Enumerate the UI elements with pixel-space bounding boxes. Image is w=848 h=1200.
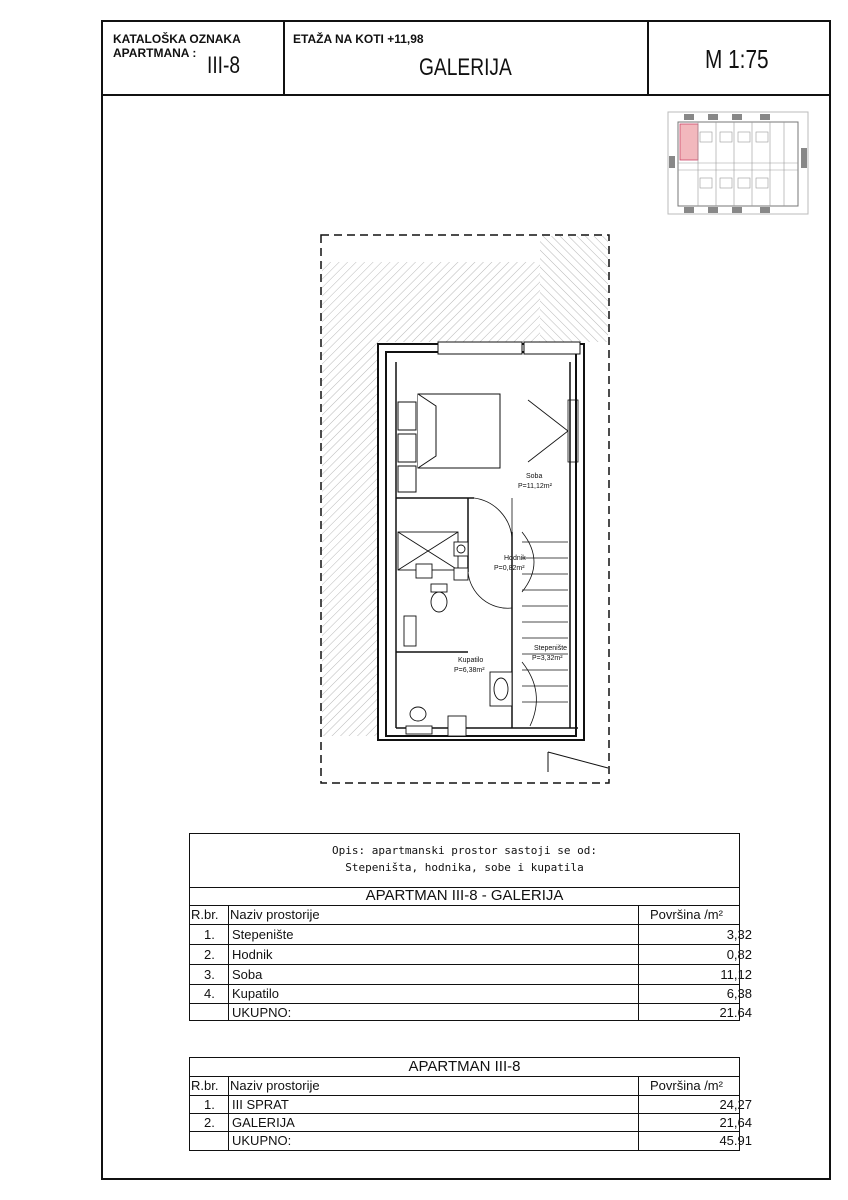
- table-row-no: 1.: [204, 1097, 215, 1112]
- room-area-soba: P=11,12m²: [518, 483, 552, 490]
- table-row-name: III SPRAT: [232, 1097, 289, 1112]
- table1-total-label: UKUPNO:: [232, 1005, 292, 1020]
- room-area-kupatilo: P=6,38m²: [454, 667, 485, 674]
- description-line-1: Opis: apartmanski prostor sastoji se od:: [332, 844, 597, 857]
- table1-col-area: Površina /m²: [650, 907, 723, 922]
- table2-total-value: 45.91: [719, 1133, 752, 1148]
- room-name-kupatilo: Kupatilo: [458, 657, 484, 664]
- table-row-name: GALERIJA: [232, 1115, 295, 1130]
- roof-hatch-right: [540, 236, 608, 342]
- table-row-no: 2.: [204, 947, 215, 962]
- floor-cell: [285, 22, 649, 94]
- table-row-no: 4.: [204, 986, 215, 1001]
- table1-title: APARTMAN III-8 - GALERIJA: [365, 887, 564, 904]
- room-area-stepeniste: P=3,32m²: [532, 655, 563, 662]
- table-row-name: Stepenište: [232, 927, 294, 942]
- table2-title: APARTMAN III-8: [408, 1058, 521, 1075]
- scale-value: M 1:75: [705, 44, 769, 74]
- title-block: [103, 22, 829, 96]
- table1-col-no: R.br.: [191, 907, 219, 922]
- room-name-hodnik: Hodnik: [504, 555, 526, 562]
- table1-col-name: Naziv prostorije: [230, 907, 320, 922]
- floor-name: GALERIJA: [419, 54, 512, 81]
- room-name-stepeniste: Stepenište: [534, 645, 568, 652]
- floor-label: ETAŽA NA KOTI +11,98: [293, 32, 424, 46]
- table2-col-no: R.br.: [191, 1078, 219, 1093]
- scale-cell: [649, 22, 829, 94]
- catalog-cell: [103, 22, 285, 94]
- table-row-no: 2.: [204, 1115, 215, 1130]
- catalog-label-2: APARTMANA :: [113, 46, 197, 60]
- description-line-2: Stepeništa, hodnika, sobe i kupatila: [345, 861, 584, 874]
- table-row-area: 6,38: [726, 986, 752, 1001]
- table-row-area: 11,12: [720, 967, 752, 982]
- table-row-no: 1.: [204, 927, 215, 942]
- floor-plan: [318, 232, 612, 788]
- table-row-area: 0,82: [726, 947, 752, 962]
- table-row-area: 21,64: [719, 1115, 752, 1130]
- apartment-code: III-8: [207, 52, 241, 79]
- table2-col-name: Naziv prostorije: [230, 1078, 320, 1093]
- table-row-area: 3,32: [726, 927, 752, 942]
- table2-col-area: Površina /m²: [650, 1078, 723, 1093]
- highlighted-unit: [680, 124, 698, 160]
- key-plan: [664, 108, 812, 218]
- table-row-name: Kupatilo: [232, 986, 279, 1001]
- table2-total-label: UKUPNO:: [232, 1133, 292, 1148]
- roof-hatch-left: [322, 262, 543, 736]
- room-name-soba: Soba: [526, 473, 543, 480]
- catalog-label-1: KATALOŠKA OZNAKA: [113, 32, 241, 46]
- table-row-name: Soba: [232, 967, 263, 982]
- table-row-no: 3.: [204, 967, 215, 982]
- table-row-name: Hodnik: [232, 947, 273, 962]
- table-row-area: 24,27: [719, 1097, 752, 1112]
- room-area-hodnik: P=0,82m²: [494, 565, 525, 572]
- table1-total-value: 21.64: [719, 1005, 752, 1020]
